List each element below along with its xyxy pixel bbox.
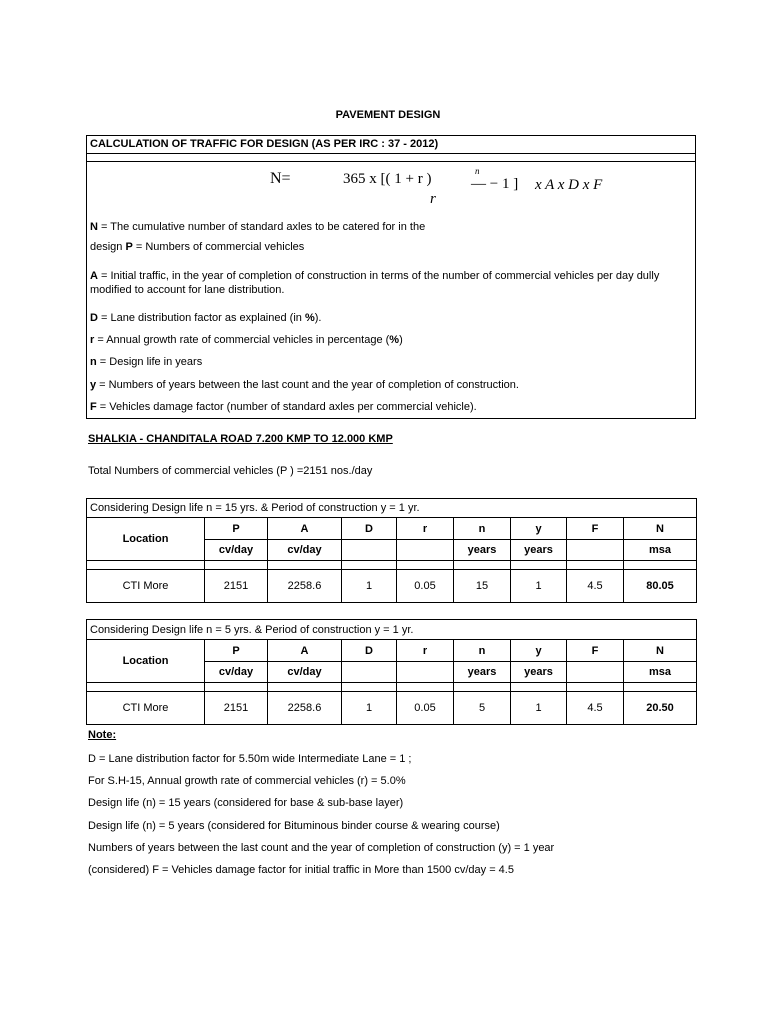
design-table-15yr <box>86 498 697 603</box>
header-N: N <box>624 518 697 540</box>
unit-f <box>567 662 624 683</box>
spacer-cell <box>511 683 567 692</box>
unit-n: years <box>454 662 511 683</box>
note-line: For S.H-15, Annual growth rate of commercial vehicles (r) = 5.0% <box>88 775 406 787</box>
header-a: A <box>268 518 342 540</box>
unit-n: years <box>454 540 511 561</box>
spacer-cell <box>624 683 697 692</box>
cell-n: 15 <box>454 570 511 603</box>
road-title: SHALKIA - CHANDITALA ROAD 7.200 KMP TO 12.000 KMP <box>88 433 393 445</box>
header-p: P <box>205 640 268 662</box>
spacer-cell <box>397 683 454 692</box>
definition-n-life: n = Design life in years <box>90 356 203 368</box>
spacer-cell <box>342 683 397 692</box>
note-line: (considered) F = Vehicles damage factor for initial traffic in More than 1500 cv/day = 4.5 <box>88 864 514 876</box>
cell-a: 2258.6 <box>268 570 342 603</box>
definition-p: design P = Numbers of commercial vehicles <box>90 241 305 253</box>
definition-a: A = Initial traffic, in the year of completion of construction in terms of the number of commercial vehicles per day dully modified to account for lane distribution. <box>90 270 660 296</box>
total-vehicles: Total Numbers of commercial vehicles (P ) =2151 nos./day <box>88 465 373 477</box>
cell-msa: 20.50 <box>624 692 697 725</box>
cell-location: CTI More <box>87 692 205 725</box>
unit-d <box>342 662 397 683</box>
formula-denominator: r <box>430 191 436 207</box>
table-caption: Considering Design life n = 15 yrs. & Period of construction y = 1 yr. <box>87 499 697 518</box>
unit-y: years <box>511 662 567 683</box>
unit-r <box>397 662 454 683</box>
header-r: r <box>397 518 454 540</box>
cell-f: 4.5 <box>567 692 624 725</box>
table-row <box>87 570 697 603</box>
formula-main: 365 x [( 1 + r ) <box>343 171 432 187</box>
formula-bar: — − 1 ] <box>471 176 519 192</box>
unit-p: cv/day <box>205 662 268 683</box>
cell-r: 0.05 <box>397 570 454 603</box>
definition-r: r = Annual growth rate of commercial vehicles in percentage (%) <box>90 334 403 346</box>
header-n: n <box>454 640 511 662</box>
spacer-cell <box>624 561 697 570</box>
cell-f: 4.5 <box>567 570 624 603</box>
spacer-cell <box>342 561 397 570</box>
unit-N: msa <box>624 662 697 683</box>
formula-exponent: n <box>475 166 480 176</box>
spacer-cell <box>397 561 454 570</box>
definition-f: F = Vehicles damage factor (number of standard axles per commercial vehicle). <box>90 401 477 413</box>
header-n: n <box>454 518 511 540</box>
definition-n: N = The cumulative number of standard axles to be catered for in the <box>90 221 426 233</box>
header-y: y <box>511 518 567 540</box>
calc-header: CALCULATION OF TRAFFIC FOR DESIGN (AS PER IRC : 37 - 2012) <box>87 136 695 154</box>
cell-y: 1 <box>511 692 567 725</box>
note-line: D = Lane distribution factor for 5.50m wide Intermediate Lane = 1 ; <box>88 753 412 765</box>
definition-d: D = Lane distribution factor as explained (in %). <box>90 312 322 324</box>
cell-msa: 80.05 <box>624 570 697 603</box>
spacer-cell <box>268 683 342 692</box>
unit-f <box>567 540 624 561</box>
note-line: Numbers of years between the last count and the year of completion of construction (y) = 1 year <box>88 842 555 854</box>
cell-y: 1 <box>511 570 567 603</box>
cell-p: 2151 <box>205 692 268 725</box>
cell-n: 5 <box>454 692 511 725</box>
cell-d: 1 <box>342 692 397 725</box>
unit-d <box>342 540 397 561</box>
traffic-calculation-box <box>86 135 696 419</box>
spacer-cell <box>454 561 511 570</box>
spacer-cell <box>567 683 624 692</box>
spacer-cell <box>87 683 205 692</box>
cell-p: 2151 <box>205 570 268 603</box>
unit-p: cv/day <box>205 540 268 561</box>
table-caption: Considering Design life n = 5 yrs. & Period of construction y = 1 yr. <box>87 620 697 640</box>
unit-y: years <box>511 540 567 561</box>
header-d: D <box>342 640 397 662</box>
formula-tail: x A x D x F <box>535 177 603 193</box>
cell-d: 1 <box>342 570 397 603</box>
spacer-cell <box>87 561 205 570</box>
cell-r: 0.05 <box>397 692 454 725</box>
header-f: F <box>567 640 624 662</box>
note-line: Design life (n) = 15 years (considered for base & sub-base layer) <box>88 797 404 809</box>
formula-lhs: N= <box>270 170 291 187</box>
note-line: Design life (n) = 5 years (considered for Bituminous binder course & wearing course) <box>88 820 500 832</box>
page-title: PAVEMENT DESIGN <box>335 109 441 121</box>
unit-a: cv/day <box>268 662 342 683</box>
header-d: D <box>342 518 397 540</box>
header-p: P <box>205 518 268 540</box>
spacer-cell <box>205 683 268 692</box>
header-location: Location <box>87 640 205 683</box>
header-f: F <box>567 518 624 540</box>
spacer-cell <box>268 561 342 570</box>
cell-location: CTI More <box>87 570 205 603</box>
note-heading: Note: <box>88 729 117 741</box>
traffic-formula <box>87 163 695 213</box>
unit-a: cv/day <box>268 540 342 561</box>
spacer-cell <box>511 561 567 570</box>
header-a: A <box>268 640 342 662</box>
unit-N: msa <box>624 540 697 561</box>
cell-a: 2258.6 <box>268 692 342 725</box>
design-table-5yr <box>86 619 697 725</box>
unit-r <box>397 540 454 561</box>
header-location: Location <box>87 518 205 561</box>
header-N: N <box>624 640 697 662</box>
table-row <box>87 692 697 725</box>
spacer-cell <box>205 561 268 570</box>
definition-y: y = Numbers of years between the last count and the year of completion of construction. <box>90 379 519 391</box>
header-r: r <box>397 640 454 662</box>
header-y: y <box>511 640 567 662</box>
spacer-cell <box>567 561 624 570</box>
spacer-cell <box>454 683 511 692</box>
header-spacer <box>87 154 695 162</box>
